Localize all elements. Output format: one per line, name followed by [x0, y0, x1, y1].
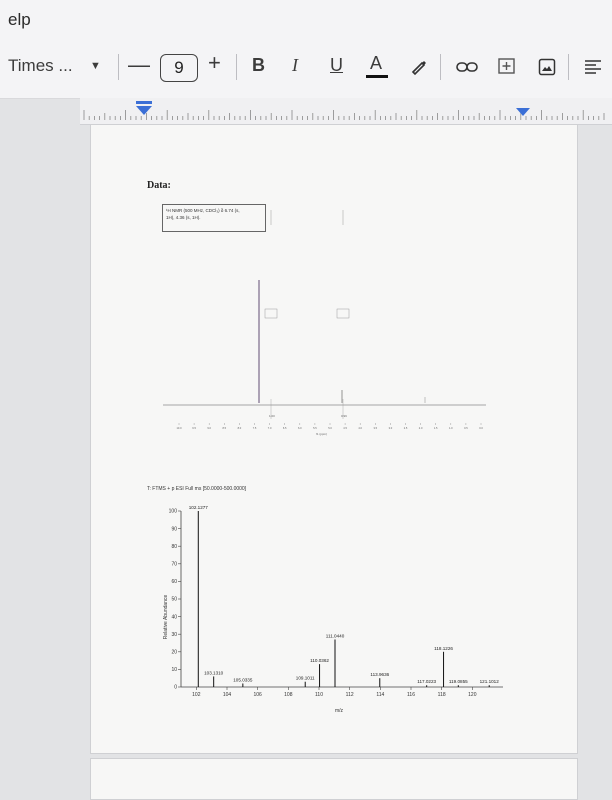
nmr-tick-label: 5.0: [328, 427, 332, 430]
nmr-annotation-box: [265, 309, 277, 318]
nmr-tick-label: 2.0: [418, 427, 423, 430]
ms-x-tick-label: 106: [253, 692, 262, 698]
ms-peak-label: 110.0362: [310, 658, 329, 664]
bold-button[interactable]: B: [252, 55, 265, 75]
toolbar-divider: [568, 54, 569, 80]
nmr-annotation-box: [337, 309, 349, 318]
nmr-tick-label: 8.0: [237, 427, 242, 430]
right-indent-marker[interactable]: [516, 108, 530, 116]
toolbar: [0, 40, 612, 99]
nmr-tick-label: 10.0: [176, 427, 182, 430]
document-page[interactable]: [90, 124, 578, 754]
ms-x-tick-label: 116: [407, 692, 415, 698]
font-size-input[interactable]: 9: [160, 54, 198, 82]
ms-y-tick-label: 80: [171, 543, 177, 550]
increase-font-size-button[interactable]: +: [208, 50, 221, 75]
ms-y-tick-label: 100: [168, 508, 177, 515]
ms-y-tick-label: 70: [171, 561, 177, 568]
ms-y-tick-label: 0: [174, 684, 177, 691]
nmr-text-line: ¹H NMR (500 MHz, CDCl₃) δ 6.74 (s,: [166, 208, 240, 213]
nmr-spectrum[interactable]: [161, 205, 491, 440]
nmr-tick-label: 1.0: [448, 427, 453, 430]
nmr-tick-label: 8.5: [222, 427, 227, 430]
nmr-tick-label: 3.0: [388, 427, 393, 430]
ms-x-tick-label: 110: [315, 692, 323, 698]
highlighter-icon[interactable]: [410, 58, 428, 76]
nmr-x-axis: [176, 423, 483, 430]
font-family-select[interactable]: Times ...: [8, 56, 73, 75]
ruler: [80, 98, 612, 125]
nmr-tick-label: 6.0: [297, 427, 302, 430]
add-comment-icon[interactable]: [497, 57, 517, 77]
first-line-indent-marker[interactable]: [136, 101, 152, 104]
menu-help[interactable]: elp: [8, 10, 31, 29]
ms-x-tick-label: 112: [345, 692, 354, 698]
decrease-font-size-button[interactable]: —: [128, 52, 150, 77]
insert-image-icon[interactable]: [538, 58, 556, 76]
nmr-tick-label: 2.5: [403, 427, 408, 430]
ms-peak-label: 117.0223: [417, 679, 437, 685]
link-icon[interactable]: [456, 60, 478, 74]
nmr-tick-label: 0.0: [479, 427, 483, 430]
ms-x-tick-label: 118: [437, 692, 446, 698]
ruler-ticks: [80, 98, 612, 124]
ms-x-tick-label: 102: [192, 692, 201, 698]
mass-spectrum-chart[interactable]: [151, 499, 511, 714]
ms-y-tick-label: 20: [171, 649, 177, 656]
nmr-tick-label: 5.5: [313, 427, 317, 430]
ms-peak-label: 121.1012: [479, 679, 499, 685]
ms-x-tick-label: 120: [468, 692, 477, 698]
ms-peak-label: 109.1011: [295, 675, 315, 681]
ms-y-tick-label: 30: [171, 631, 177, 638]
ms-y-tick-label: 40: [171, 614, 177, 621]
ms-peak-label: 105.0335: [233, 677, 253, 683]
nmr-tick-label: 7.0: [267, 427, 272, 430]
left-indent-marker[interactable]: [136, 106, 152, 115]
align-left-icon[interactable]: [584, 59, 602, 77]
nmr-tick-label: 1.5: [433, 427, 438, 430]
ms-title: T: FTMS + p ESI Full ms [50.0000-500.0000]: [147, 486, 247, 492]
toolbar-divider: [440, 54, 441, 80]
nmr-tick-label: 7.5: [252, 427, 257, 430]
toolbar-divider: [118, 54, 119, 80]
data-heading: Data:: [147, 180, 171, 191]
ms-y-tick-label: 10: [171, 667, 177, 674]
ms-x-tick-label: 104: [222, 692, 232, 698]
nmr-tick-label: 9.0: [207, 427, 212, 430]
nmr-tick-label: 4.0: [358, 427, 363, 430]
ms-peak-label: 103.1310: [204, 670, 224, 676]
document-page-next[interactable]: [90, 758, 578, 800]
nmr-tick-label: 9.5: [192, 427, 196, 430]
ms-peak-label: 102.1277: [188, 505, 208, 510]
nmr-text-line: 1H), 4.36 (s, 1H).: [166, 215, 201, 220]
nmr-integral-label: 1.00: [269, 414, 275, 418]
ms-peak-label: 119.0855: [448, 679, 468, 685]
ms-y-tick-label: 90: [171, 526, 177, 533]
chevron-down-icon[interactable]: ▼: [90, 60, 101, 72]
toolbar-divider: [236, 54, 237, 80]
ms-peak-label: 118.1226: [434, 645, 453, 651]
nmr-xaxis-label: f1 (ppm): [316, 432, 328, 436]
ms-x-tick-label: 114: [376, 692, 385, 698]
nmr-tick-label: 4.5: [343, 427, 347, 430]
ms-y-tick-label: 60: [171, 579, 177, 586]
text-color-swatch: [366, 75, 388, 78]
text-color-button[interactable]: A: [370, 53, 383, 73]
menu-bar: [0, 0, 612, 40]
nmr-tick-label: 6.5: [282, 427, 287, 430]
underline-button[interactable]: U: [330, 55, 343, 75]
ms-xlabel: m/z: [334, 708, 344, 714]
ms-peak-label: 111.0440: [325, 633, 345, 639]
nmr-tick-label: 3.5: [373, 427, 378, 430]
nmr-tick-label: 0.5: [464, 427, 468, 430]
ms-peak-label: 113.9636: [370, 672, 390, 678]
ms-ylabel: Relative Abundance: [163, 594, 169, 640]
ms-x-tick-label: 108: [284, 692, 293, 698]
ms-y-tick-label: 50: [171, 596, 177, 603]
nmr-integral-label: 0.99: [341, 414, 347, 418]
italic-button[interactable]: I: [292, 55, 298, 75]
